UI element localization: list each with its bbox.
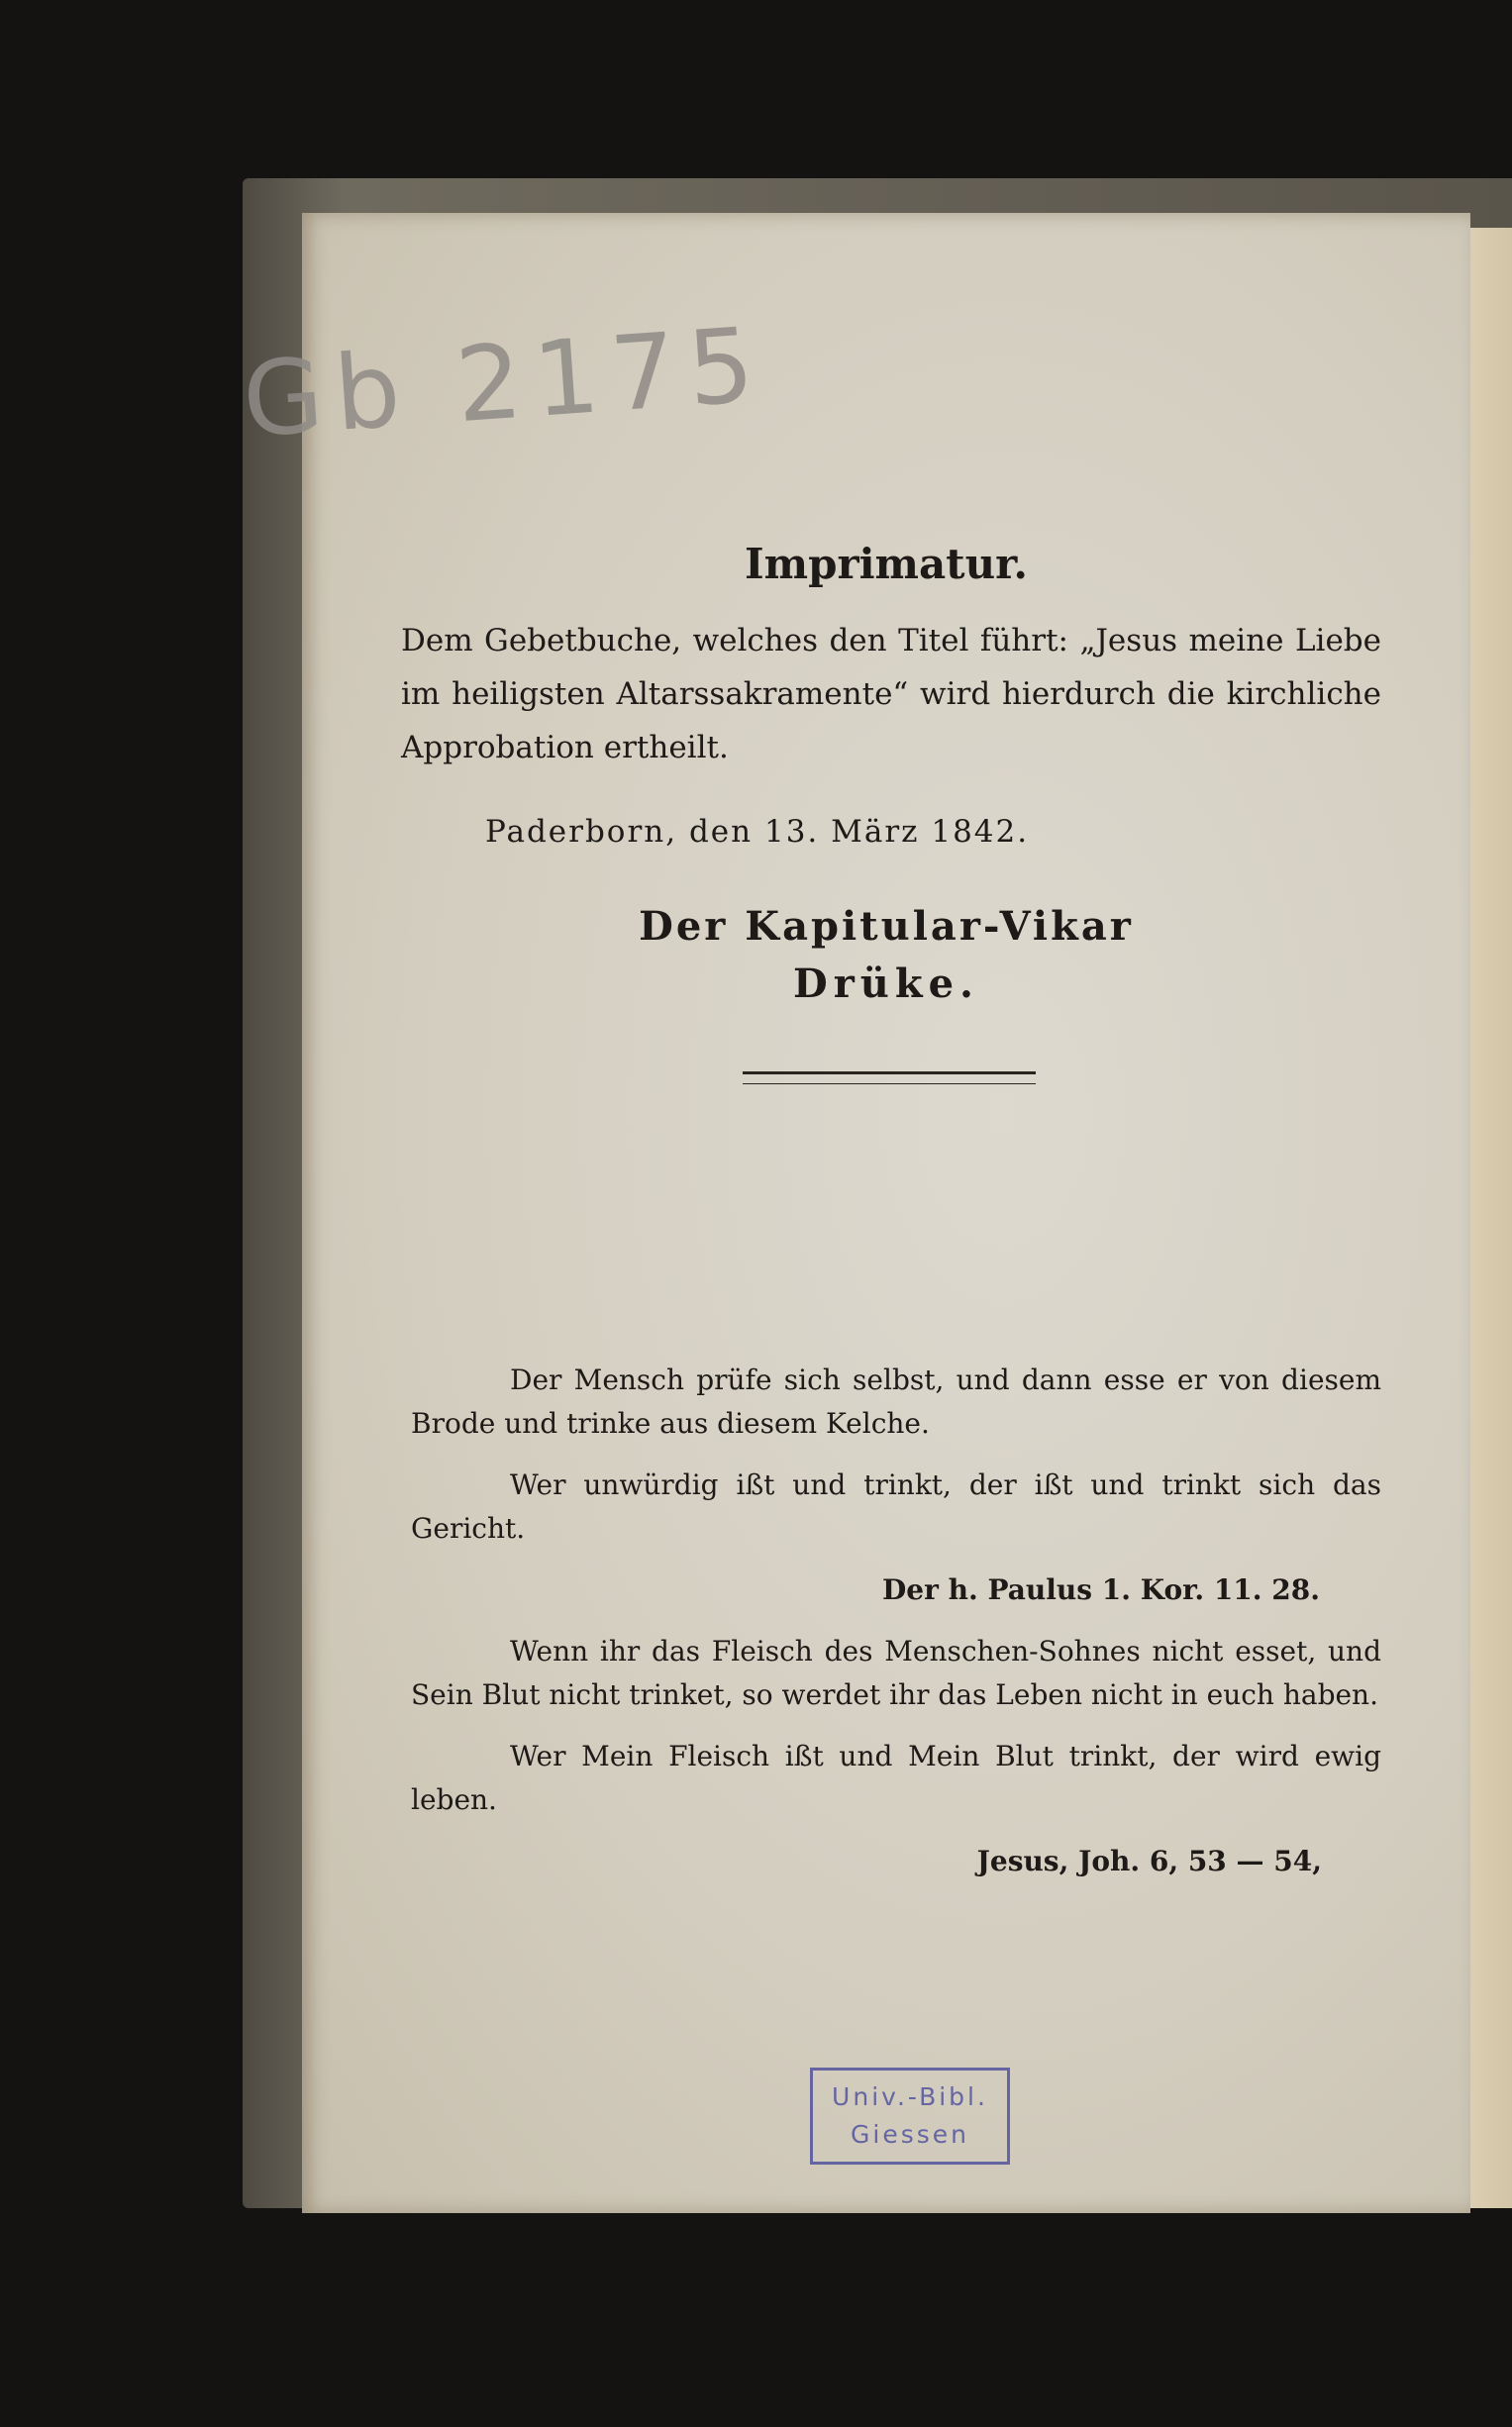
signer-role: Der Kapitular-Vikar [639, 903, 1134, 950]
signer-name: Drüke. [793, 961, 979, 1007]
library-stamp [810, 2068, 1010, 2165]
scripture-quotes [411, 1359, 1381, 1901]
quote-paragraph: Wenn ihr das Fleisch des Menschen-Sohnes nicht esset, und Sein Blut nicht trinket, so werdet ihr das Leben nicht in euch haben. [411, 1635, 1381, 1711]
quote-paragraph: Wer Mein Fleisch ißt und Mein Blut trinkt, der wird ewig leben. [411, 1740, 1381, 1816]
quote-citation: Der h. Paulus 1. Kor. 11. 28. [882, 1573, 1320, 1606]
place-date: Paderborn, den 13. März 1842. [485, 814, 1030, 850]
shelfmark-handwritten: Gb 2175 [239, 303, 769, 461]
quote-citation: Jesus, Joh. 6, 53 — 54, [976, 1845, 1322, 1877]
book-page [302, 213, 1470, 2213]
imprimatur-heading: Imprimatur. [744, 540, 1029, 588]
stamp-line: Univ.-Bibl. [832, 2082, 988, 2111]
quote-paragraph: Wer unwürdig ißt und trinkt, der ißt und trinkt sich das Gericht. [411, 1468, 1381, 1545]
quote-paragraph: Der Mensch prüfe sich selbst, und dann esse er von diesem Brode und trinke aus diesem Kelche. [411, 1364, 1381, 1440]
approval-paragraph: Dem Gebetbuche, welches den Titel führt: „Jesus meine Liebe im heiligsten Altarssakramente“ wird hierdurch die kirchliche Approbation ertheilt. [401, 623, 1381, 765]
double-rule-divider [743, 1071, 1036, 1084]
stamp-line: Giessen [851, 2120, 969, 2149]
